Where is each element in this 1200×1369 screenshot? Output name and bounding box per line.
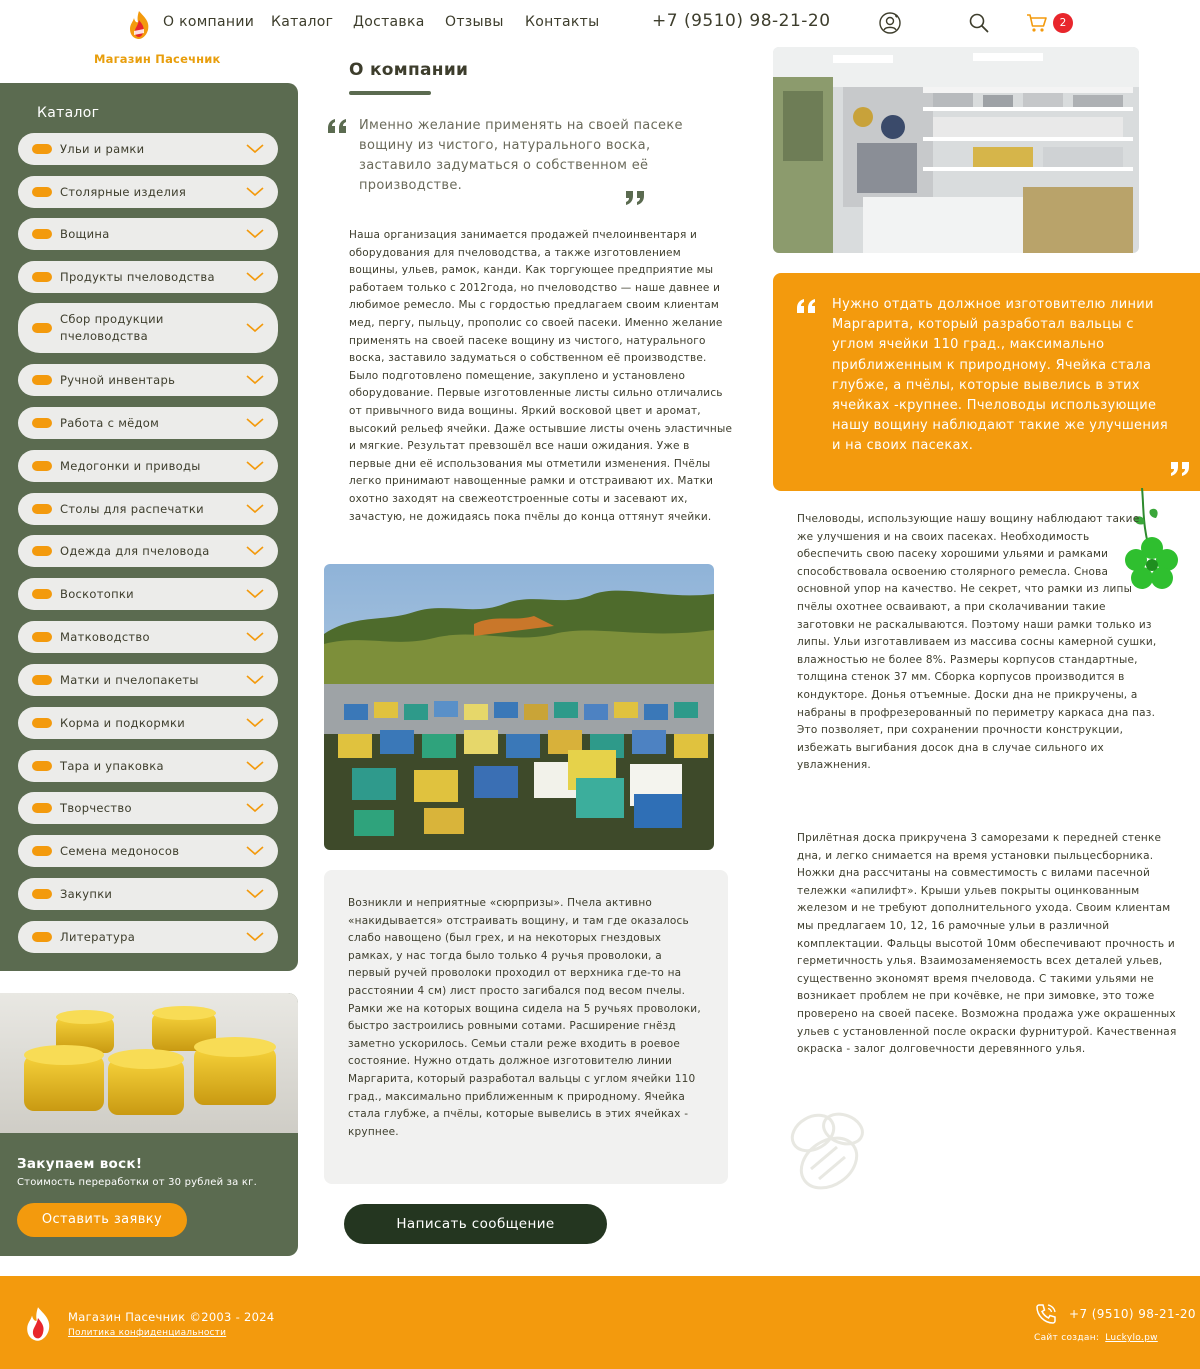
catalog-item-queens-packages[interactable] [18, 664, 278, 696]
nav-contacts[interactable]: Контакты [525, 14, 600, 30]
chevron-down-icon [246, 504, 264, 514]
catalog-item-literature[interactable] [18, 921, 278, 953]
privacy-policy-link[interactable]: Политика конфиденциальности [68, 1328, 227, 1338]
bullet-icon [32, 718, 52, 728]
catalog-item-purchases[interactable] [18, 878, 278, 910]
bullet-icon [32, 846, 52, 856]
search-icon[interactable] [968, 12, 990, 34]
write-message-button[interactable]: Написать сообщение [344, 1204, 607, 1244]
catalog-item-hives[interactable] [18, 133, 278, 165]
catalog-item-label: Воскотопки [60, 587, 134, 601]
about-paragraph-2: Возникли и неприятные «сюрпризы». Пчела активно «накидывается» отстраивать вощину, и там где оказалось слабо навощено (был грех, и на некоторых гнездовых рамках, у нас тогда было только 4 ручья проволоки, а первый ручей проволоки проходил от верхника где-то на расстоянии 4 см) лист просто загибался под весом пчелы. Рамки же на которых вощина сидела на 5 ручьях проволоки, быстро застроились ровными сотами. Расширение гнёзд заметно ускорилось. Семьи стали реже входить в роевое состояние. Нужно отдать должное изготовителю линии Маргарита, который разработал вальцы с углом ячейки 110 град., максимально приближенным к природному. Ячейка стала глубже, а пчёлы, которые вывелись в этих ячейках - крупнее. [348, 897, 701, 1138]
bullet-icon [32, 272, 52, 282]
highlight-quote [773, 273, 1200, 491]
catalog-item-foundation[interactable] [18, 218, 278, 250]
catalog-item-label: Матководство [60, 630, 150, 644]
bullet-icon [32, 803, 52, 813]
quote-open-icon [795, 298, 817, 316]
bullet-icon [32, 323, 52, 333]
catalog-item-label: Работа с мёдом [60, 416, 160, 430]
highlight-quote-text: Нужно отдать должное изготовителю линии Маргарита, который разработал вальцы с углом ячейки 110 град., максимально приближенным к природному. Ячейка стала глубже, а пчёлы, которые вывелись в этих ячейках -крупнее. Пчеловоды использующие нашу вощину наблюдают такие же улучшения и на своих пасеках. [832, 297, 1169, 454]
chevron-down-icon [246, 546, 264, 556]
quote-open-icon [326, 118, 348, 136]
catalog-item-carpentry[interactable] [18, 176, 278, 208]
about-paragraph-4: Прилётная доска прикручена 3 саморезами к передней стенке дна, и легко снимается на время установки пыльцесборника. Ножки дна рассчитаны на совместимость с вилами пасечной тележки «апилифт». Крыши ульев покрыты оцинкованным железом и не требуют дополнительного ухода. Своим клиентам мы предлагаем 10, 12, 16 рамочные ульи в различной комплектации. Фальцы высотой 10мм обеспечивают прочность и герметичность улья. Взаимозаменяемость всех деталей ульев, существенно экономят время пчеловода. С такими ульями не возникает проблем не при кочёвке, не при зимовке, это тоже проверено на своей пасеке. Возможна продажа уже окрашенных ульев с установленной после окраски фурнитурой. Качественная окраска - залог долговечности деревянного улья. [797, 832, 1177, 1056]
catalog-item-label: Одежда для пчеловода [60, 544, 210, 558]
made-by [1034, 1333, 1158, 1343]
chevron-down-icon [246, 323, 264, 333]
catalog-item-label: Сбор продукции пчеловодства [60, 312, 164, 343]
wax-blocks-photo [0, 993, 298, 1133]
catalog-item-seeds[interactable] [18, 835, 278, 867]
bullet-icon [32, 375, 52, 385]
phone-icon [1035, 1303, 1057, 1325]
bullet-icon [32, 418, 52, 428]
catalog-item-feed[interactable] [18, 707, 278, 739]
chevron-down-icon [246, 932, 264, 942]
nav-reviews[interactable]: Отзывы [445, 14, 504, 30]
bullet-icon [32, 229, 52, 239]
quote-close-icon [624, 188, 646, 206]
catalog-item-wax-melters[interactable] [18, 578, 278, 610]
footer-logo-icon[interactable] [22, 1306, 54, 1342]
chevron-down-icon [246, 761, 264, 771]
chevron-down-icon [246, 461, 264, 471]
made-by-label: Сайт создан: [1034, 1333, 1100, 1343]
cart-icon[interactable] [1026, 12, 1048, 34]
catalog-item-label: Семена медоносов [60, 844, 180, 858]
logo-flame-icon [126, 10, 152, 40]
footer-phone[interactable]: +7 (9510) 98-21-20 [1069, 1307, 1196, 1321]
catalog-item-hand-tools[interactable] [18, 364, 278, 396]
quote-close-icon [1169, 459, 1191, 477]
chevron-down-icon [246, 889, 264, 899]
wax-purchase-promo [0, 993, 298, 1256]
promo-title: Закупаем воск! [17, 1156, 143, 1172]
chevron-down-icon [246, 144, 264, 154]
catalog-item-label: Тара и упаковка [60, 759, 164, 773]
site-footer [0, 1276, 1200, 1369]
catalog-item-label: Литература [60, 930, 136, 944]
promo-subtitle: Стоимость переработки от 30 рублей за кг. [17, 1177, 257, 1188]
nav-catalog[interactable]: Каталог [271, 14, 334, 30]
nav-delivery[interactable]: Доставка [353, 14, 425, 30]
bullet-icon [32, 889, 52, 899]
shop-interior-photo [773, 47, 1139, 253]
chevron-down-icon [246, 675, 264, 685]
bullet-icon [32, 932, 52, 942]
bullet-icon [32, 187, 52, 197]
leave-request-button[interactable]: Оставить заявку [17, 1203, 187, 1237]
chevron-down-icon [246, 718, 264, 728]
catalog-item-label: Медогонки и приводы [60, 459, 201, 473]
catalog-item-collection[interactable] [18, 303, 278, 353]
chevron-down-icon [246, 229, 264, 239]
lead-quote: Именно желание применять на своей пасеке вощину из чистого, натурального воска, заставило задуматься о собственном её производстве. [359, 118, 683, 193]
chevron-down-icon [246, 375, 264, 385]
about-paragraph-3: Пчеловоды, использующие нашу вощину наблюдают такие же улучшения и на своих пасеках. Необходимость обеспечить свою пасеку хорошими ульями и рамками способствовала освоению столярного ремесла. Снова основной упор на качество. Не секрет, что рамки из липы пчёлы охотнее осваивают, а при сколачивании такие заготовки не раскалываются. Поэтому наши рамки только из липы. Ульи изготавливаем из массива сосны камерной сушки, влажностью не более 8%. Размеры корпусов стандартные, толщина стенок 37 мм. Сборка корпусов производится в кондукторе. Донья отъемные. Доски дна не прикручены, а набраны в профрезерованный по периметру каркаса дна паз. Это позволяет, при сохранении прочности конструкции, избежать выгибания досок дна в случае сильного их увлажнения. [797, 513, 1157, 772]
catalog-title: Каталог [37, 105, 100, 121]
logo-text: Магазин Пасечник [94, 52, 221, 66]
cart-count-badge: 2 [1053, 13, 1073, 33]
catalog-item-bee-products[interactable] [18, 261, 278, 293]
bullet-icon [32, 504, 52, 514]
bullet-icon [32, 761, 52, 771]
bee-watermark-icon [781, 1105, 877, 1197]
chevron-down-icon [246, 632, 264, 642]
catalog-item-honey-work[interactable] [18, 407, 278, 439]
chevron-down-icon [246, 589, 264, 599]
catalog-item-label: Творчество [60, 801, 132, 815]
catalog-item-packaging[interactable] [18, 750, 278, 782]
chevron-down-icon [246, 187, 264, 197]
chevron-down-icon [246, 803, 264, 813]
chevron-down-icon [246, 418, 264, 428]
catalog-item-queen-rearing[interactable] [18, 621, 278, 653]
page-title: О компании [349, 60, 469, 80]
bullet-icon [32, 675, 52, 685]
catalog-item-label: Ульи и рамки [60, 142, 145, 156]
catalog-item-label: Ручной инвентарь [60, 373, 176, 387]
nav-about[interactable]: О компании [163, 14, 255, 30]
catalog-item-label: Вощина [60, 227, 110, 241]
footer-copyright: Магазин Пасечник ©2003 - 2024 [68, 1310, 275, 1324]
made-by-link[interactable]: Luckylo.pw [1105, 1333, 1158, 1343]
chevron-down-icon [246, 272, 264, 282]
history-card [324, 870, 728, 1184]
bullet-icon [32, 589, 52, 599]
catalog-sidebar [0, 83, 298, 971]
bullet-icon [32, 632, 52, 642]
catalog-item-clothing[interactable] [18, 535, 278, 567]
chevron-down-icon [246, 846, 264, 856]
about-paragraph-1: Наша организация занимается продажей пчелоинвентаря и оборудования для пчеловодства, а также изготовлением вощины, ульев, рамок, канди. Как торгующее предприятие мы работаем только с 2012года, но пчеловодство — наше давнее и любимое ремесло. Мы с гордостью предлагаем своим клиентам мед, пергу, пыльцу, прополис со своей пасеки. Именно желание применять на своей пасеке вощину из чистого, натурального воска, заставило задуматься о собственном её производстве. Было подготовлено помещение, закуплено и установлено оборудование. Первые изготовленные листы сильно отличались от привычного вида вощины. Яркий восковой цвет и аромат, высокий рельеф ячейки. Даже остывшие листы очень эластичные и мягкие. Результат превзошёл все наши ожидания. Уже в первые дни её использования мы отметили изменения. Пчёлы легко принимают навощенные рамки и отстраивают их. Матки охотно заходят на свежеотстроенные соты и засевают их, зачастую, не дожидаясь пока пчёлы до конца оттянут ячейки. [349, 229, 733, 523]
bullet-icon [32, 546, 52, 556]
bullet-icon [32, 461, 52, 471]
catalog-item-uncapping-tables[interactable] [18, 493, 278, 525]
catalog-item-label: Матки и пчелопакеты [60, 673, 199, 687]
catalog-item-extractors[interactable] [18, 450, 278, 482]
user-icon[interactable] [879, 12, 901, 34]
catalog-item-crafts[interactable] [18, 792, 278, 824]
catalog-item-label: Столярные изделия [60, 185, 187, 199]
catalog-item-label: Корма и подкормки [60, 716, 185, 730]
title-underline [349, 91, 431, 95]
catalog-item-label: Закупки [60, 887, 113, 901]
bullet-icon [32, 144, 52, 154]
catalog-item-label: Продукты пчеловодства [60, 270, 215, 284]
apiary-photo [324, 564, 714, 850]
catalog-item-label: Столы для распечатки [60, 502, 204, 516]
header-phone[interactable]: +7 (9510) 98-21-20 [652, 11, 831, 31]
